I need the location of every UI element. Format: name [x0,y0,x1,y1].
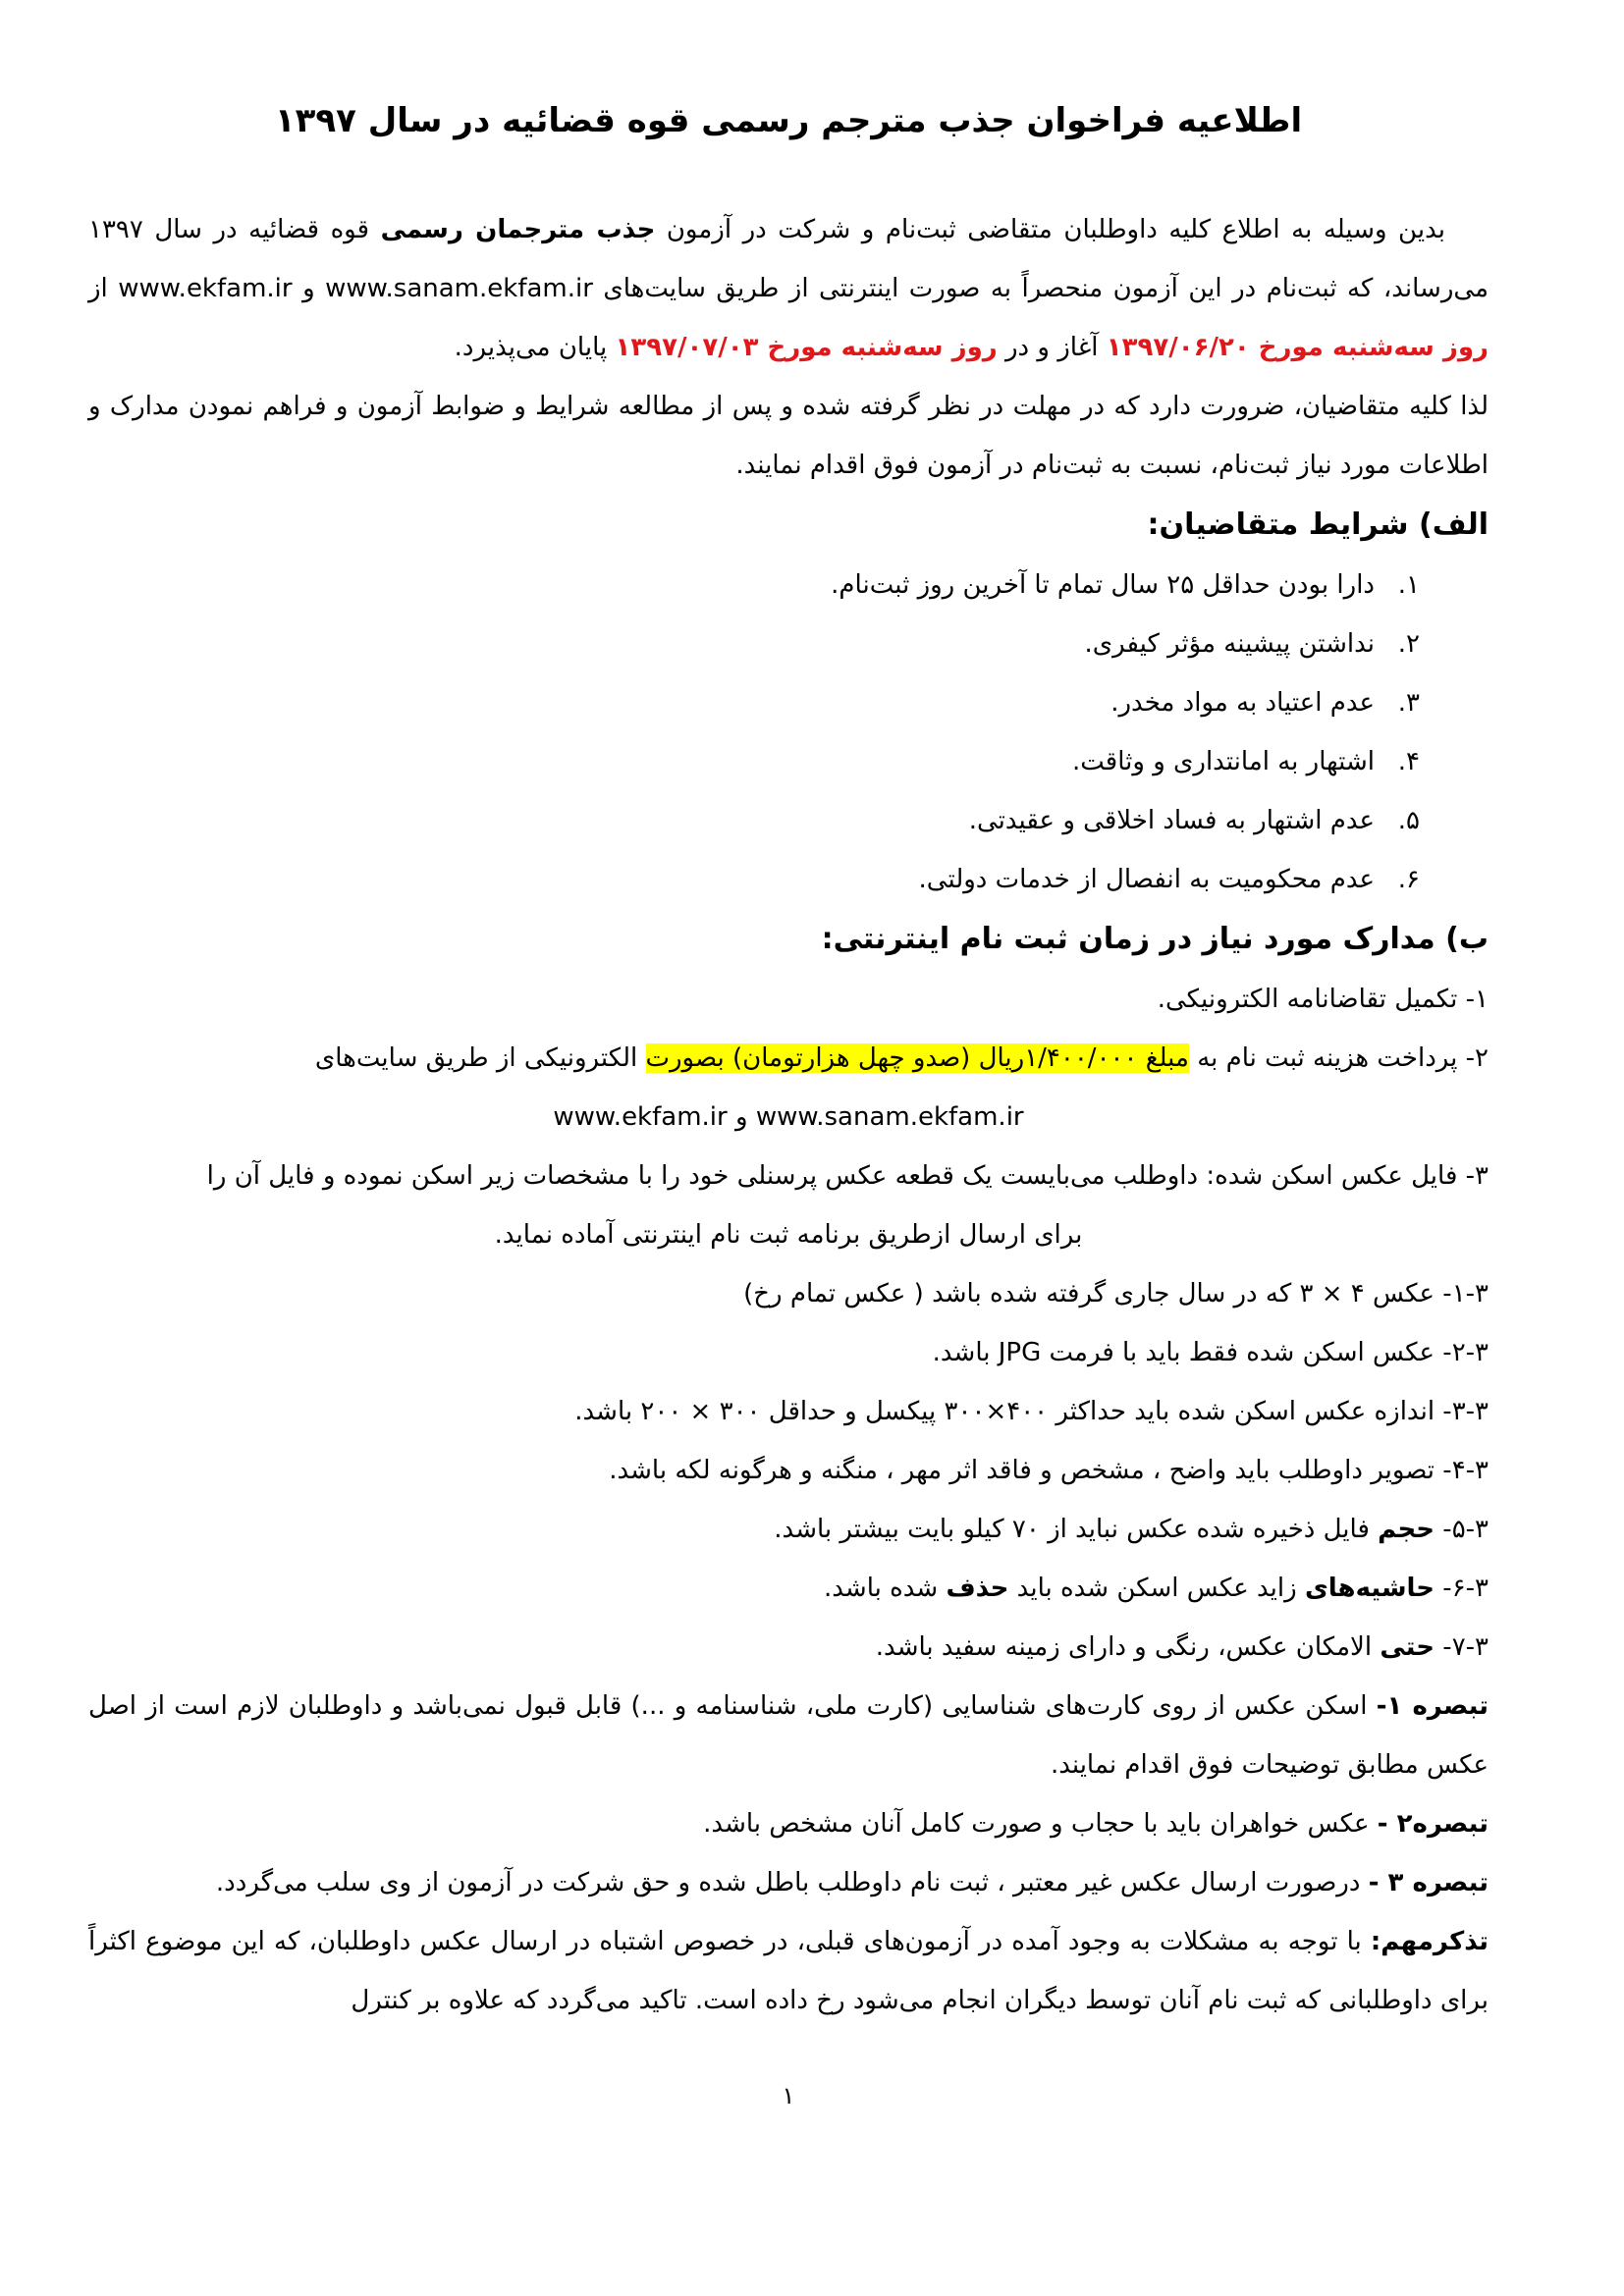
text-run: اسکن عکس از روی کارت‌های شناسایی (کارت ملی، شناسنامه و ...) قابل قبول نمی‌باشد و داوطلبان لازم است از اصل عکس مطابق توضیحات فوق اقدام نمایند. [88,1691,1489,1780]
condition-number: ۶. [1397,865,1420,894]
condition-number: ۴. [1397,747,1420,776]
photo-spec-item-5 [88,1500,1489,1559]
text-run: روز سه‌شنبه مورخ ۱۳۹۷/۰۷/۰۳ [615,333,998,362]
text-run: با توجه به مشکلات به وجود آمده در آزمون‌های قبلی، در خصوص اشتباه در ارسال عکس داوطلبان، که این موضوع اکثراً برای داوطلبانی که ثبت نام آنان توسط دیگران انجام می‌شود رخ داده است. تاکید می‌گردد که علاوه بر کنترل [88,1927,1489,2015]
text-run: الکترونیکی از طریق سایت‌های [314,1043,646,1073]
section-a-heading: الف) شرایط متقاضیان: [1147,507,1489,542]
condition-text: دارا بودن حداقل ۲۵ سال تمام تا آخرین روز ثبت‌نام. [831,570,1375,600]
doc-item-3 [88,1147,1489,1205]
note-tabsere-3 [88,1853,1489,1912]
doc-item-2 [88,1029,1489,1088]
terms-paragraph: لذا کلیه متقاضیان، ضرورت دارد که در مهلت در نظر گرفته شده و پس از مطالعه شرایط و ضوابط آزمون و فراهم نمودن مدارک و اطلاعات مورد نیاز ثبت‌نام، نسبت به ثبت‌نام در آزمون فوق اقدام نمایند. [88,392,1489,480]
text-run: الامکان عکس، رنگی و دارای زمینه سفید باشد. [875,1632,1380,1662]
doc-title: اطلاعیه فراخوان جذب مترجم رسمی قوه قضائیه در سال ۱۳۹۷ [274,101,1303,140]
text-run: زاید عکس اسکن شده باید [1008,1574,1305,1603]
registration-sites-line [88,1088,1489,1147]
text-run: ۴-۳- تصویر داوطلب باید واضح ، مشخص و فاقد اثر مهر ، منگنه و هرگونه لکه باشد. [609,1456,1489,1485]
text-run: حتی [1380,1632,1435,1662]
text-run: ۲-۳- عکس اسکن شده فقط باید با فرمت [1041,1338,1489,1367]
text-run: مبلغ ۱/۴۰۰/۰۰۰ریال (صدو چهل هزارتومان) بصورت [645,1043,1189,1073]
text-run: تبصره ۱- [1376,1691,1489,1721]
latin-text-run: www.sanam.ekfam.ir [325,274,593,303]
text-run: ۷-۳- [1435,1632,1489,1662]
text-run: تبصره ۳ - [1368,1868,1489,1897]
note-tabsere-1 [88,1677,1489,1794]
doc-item-1: ۱- تکمیل تقاضانامه الکترونیکی. [1157,985,1489,1014]
latin-text-run: www.ekfam.ir [118,274,293,303]
condition-item [88,791,1420,850]
text-run: عکس خواهران باید با حجاب و صورت کامل آنان مشخص باشد. [703,1809,1378,1839]
text-run: ۳-۳- اندازه عکس اسکن شده باید حداکثر ۴۰۰×۳۰۰ پیکسل و حداقل ۳۰۰ × ۲۰۰ باشد. [574,1397,1489,1426]
condition-item [88,732,1420,791]
photo-spec-item-1 [88,1264,1489,1323]
latin-text-run: JPG [998,1338,1042,1367]
condition-item [88,673,1420,732]
text-run: و [727,1102,756,1132]
condition-number: ۵. [1397,806,1420,835]
condition-number: ۱. [1397,570,1420,600]
text-run: حذف [946,1574,1009,1603]
text-run: آغاز و در [997,333,1107,362]
photo-spec-item-6 [88,1559,1489,1618]
photo-spec-item-4 [88,1441,1489,1500]
text-run: بدین وسیله به اطلاع کلیه داوطلبان متقاضی ثبت‌نام و شرکت در آزمون [655,215,1445,244]
text-run: پایان می‌پذیرد. [454,333,616,362]
text-run: ۲- پرداخت هزینه ثبت نام به [1188,1043,1489,1073]
text-run: از [88,274,119,303]
text-run: حاشیه‌های [1304,1574,1435,1603]
text-run: و [292,274,326,303]
condition-item [88,556,1420,614]
text-run: جذب مترجمان رسمی [380,215,656,244]
text-run: تبصره۲ - [1377,1809,1489,1839]
doc-item-3-continuation: برای ارسال ازطریق برنامه ثبت نام اینترنتی آماده نماید. [494,1220,1083,1250]
text-run: ۶-۳- [1435,1574,1489,1603]
section-b-heading: ب) مدارک مورد نیاز در زمان ثبت نام اینترنتی: [821,922,1489,956]
text-run: ۳- فایل عکس اسکن شده: داوطلب می‌بایست یک قطعه عکس پرسنلی خود را با مشخصات زیر اسکن نموده و فایل آن را [206,1161,1489,1191]
latin-text-run: www.sanam.ekfam.ir [755,1102,1024,1132]
photo-spec-item-7 [88,1618,1489,1677]
important-notice [88,1912,1489,2030]
conditions-list [88,556,1489,909]
condition-item [88,850,1420,909]
condition-text: عدم محکومیت به انفصال از خدمات دولتی. [918,865,1375,894]
latin-text-run: www.ekfam.ir [553,1102,728,1132]
condition-text: عدم اشتهار به فساد اخلاقی و عقیدتی. [968,806,1375,835]
text-run: فایل ذخیره شده عکس نباید از ۷۰ کیلو بایت بیشتر باشد. [774,1515,1379,1544]
intro-paragraph [88,200,1489,377]
text-run: حجم [1378,1515,1435,1544]
page-number: ۱ [782,2082,795,2109]
note-tabsere-2 [88,1794,1489,1853]
condition-text: عدم اعتیاد به مواد مخدر. [1110,688,1375,718]
condition-text: اشتهار به امانتداری و وثاقت. [1072,747,1375,776]
photo-spec-item-2 [88,1323,1489,1382]
text-run: ۱-۳- عکس ۴ × ۳ که در سال جاری گرفته شده باشد ( عکس تمام رخ) [743,1279,1489,1308]
text-run: باشد. [932,1338,999,1367]
condition-text: نداشتن پیشینه مؤثر کیفری. [1084,629,1375,659]
condition-number: ۲. [1397,629,1420,659]
photo-spec-item-3 [88,1382,1489,1441]
text-run: روز سه‌شنبه مورخ ۱۳۹۷/۰۶/۲۰ [1106,333,1489,362]
text-run: تذکرمهم: [1370,1927,1489,1956]
text-run: ۵-۳- [1435,1515,1489,1544]
condition-item [88,614,1420,673]
text-run: قوه قضائیه در سال ۱۳۹۷ می‌رساند، که ثبت‌نام در این آزمون منحصراً به صورت اینترنتی از طریق سایت‌های [88,215,1489,303]
condition-number: ۳. [1397,688,1420,718]
text-run: درصورت ارسال عکس غیر معتبر ، ثبت نام داوطلب باطل شده و حق شرکت در آزمون از وی سلب می‌گردد. [215,1868,1369,1897]
text-run: شده باشد. [824,1574,947,1603]
